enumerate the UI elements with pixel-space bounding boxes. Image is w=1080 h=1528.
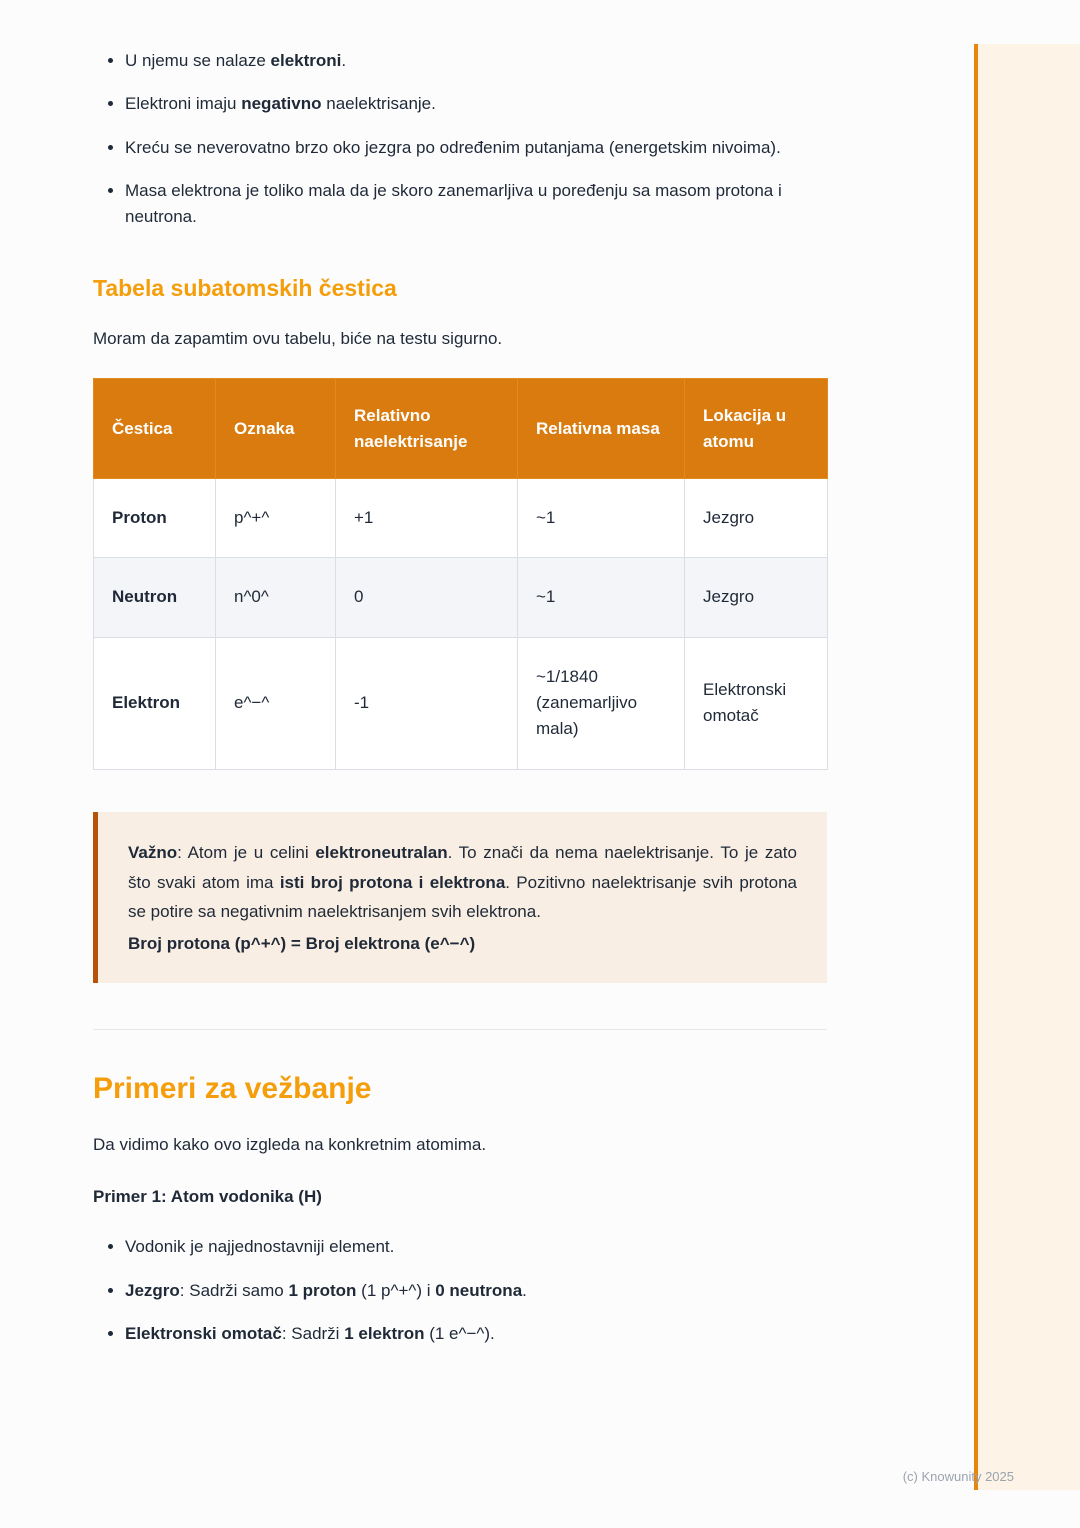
table-cell: e^−^ [216,637,336,769]
bullet-text: U njemu se nalaze elektroni. [125,51,347,70]
table-header-cell: Lokacija u atomu [685,379,828,479]
table-header-cell: Oznaka [216,379,336,479]
table-header-cell: Čestica [94,379,216,479]
example-1-title: Primer 1: Atom vodonika (H) [93,1187,322,1207]
callout-text: Važno: Atom je u celini elektroneutralan. To znači da nema naelektrisanje. To je zato što svaki atom ima isti broj protona i elektrona. Pozitivno naelektrisanje svih protona se potire sa negativnim naelektrisanjem svih elektrona. [128,842,797,922]
table-cell: ~1/1840 (zanemarljivo mala) [518,637,685,769]
bullet-text: Vodonik je najjednostavniji element. [125,1237,395,1257]
bullet-item [125,178,827,231]
bullet-item [125,1321,827,1347]
bullet-item [125,135,827,161]
table-row-neutron [94,558,828,637]
callout-formula: Broj protona (p^+^) = Broj elektrona (e^−^) [128,934,476,954]
bullet-item [125,48,827,74]
subatomic-particles-table [93,378,828,770]
bullet-text: Jezgro: Sadrži samo 1 proton (1 p^+^) i 0 neutrona. [125,1280,527,1300]
table-cell: Proton [94,479,216,558]
table-cell: Elektronski omotač [685,637,828,769]
example-bullet-list [93,1234,827,1347]
table-cell: ~1 [518,479,685,558]
important-callout [93,812,827,983]
section-title-table: Tabela subatomskih čestica [93,274,397,301]
bullet-text: Elektroni imaju negativno naelektrisanje. [125,94,436,114]
table-cell: -1 [336,637,518,769]
bullet-item [125,91,827,117]
table-cell: Neutron [94,558,216,637]
table-cell: ~1 [518,558,685,637]
notes-content-area [93,48,827,1348]
page-edge-band [978,44,1080,1490]
bullet-text: Kreću se neverovatno brzo oko jezgra po određenim putanjama (energetskim nivoima). [125,137,781,157]
table-cell: 0 [336,558,518,637]
table-cell: +1 [336,479,518,558]
table-header-cell: Relativna masa [518,379,685,479]
table-row-proton [94,479,828,558]
table-cell: Jezgro [685,479,828,558]
table-header-row [94,379,828,479]
section-divider [93,1029,827,1030]
table-cell: n^0^ [216,558,336,637]
footer-credit: (c) Knowunity 2025 [902,1469,1014,1484]
intro-bullet-list [93,48,827,231]
bullet-text: Masa elektrona je toliko mala da je skoro zanemarljiva u poređenju sa masom protona i neutrona. [125,181,782,227]
section-title-examples: Primeri za vežbanje [93,1071,372,1105]
table-row-elektron [94,637,828,769]
bullet-text: Elektronski omotač: Sadrži 1 elektron (1 e^−^). [125,1324,495,1344]
table-cell: Elektron [94,637,216,769]
table-cell: p^+^ [216,479,336,558]
table-header-cell: Relativno naelektrisanje [336,379,518,479]
bullet-item [125,1278,827,1304]
table-intro-paragraph: Moram da zapamtim ovu tabelu, biće na testu sigurno. [93,328,503,348]
examples-intro-paragraph: Da vidimo kako ovo izgleda na konkretnim atomima. [93,1134,487,1154]
table-cell: Jezgro [685,558,828,637]
bullet-item [125,1234,827,1260]
